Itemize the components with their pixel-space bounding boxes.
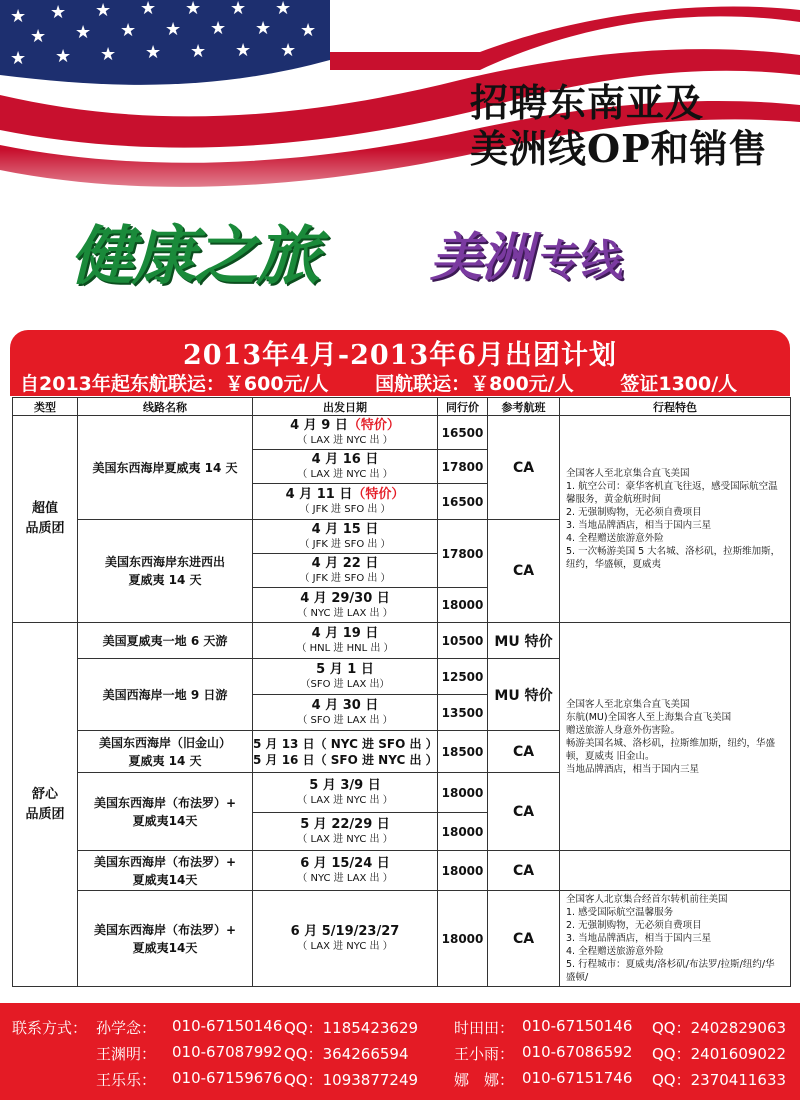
- visa-price: 签证1300/人: [620, 373, 738, 395]
- svg-text:★: ★: [165, 19, 182, 40]
- feature-cell: 全国客人北京集合经首尔转机前往美国 1. 感受国际航空温馨服务 2. 无强制购物，无必须自费项目 3. 当地品牌酒店，相当于国内三星 4. 全程赠送旅游意外险 5. 行程城市：夏威夷/洛杉矶/布法罗/拉斯/纽约/华盛顿/: [560, 891, 791, 987]
- flight-cell: CA: [488, 416, 560, 520]
- header-flight: 参考航班: [488, 398, 560, 416]
- date-main: 5 月 1 日: [316, 662, 374, 677]
- departure-date: [253, 659, 438, 695]
- price-cell: 18500: [438, 731, 488, 773]
- route-name-line-2: 夏威夷 14 天: [128, 753, 202, 768]
- departure-date: [253, 588, 438, 623]
- route-name: 美国东西海岸夏威夷 14 天: [78, 416, 253, 520]
- header-type: 类型: [13, 398, 78, 416]
- header-date: 出发日期: [253, 398, 438, 416]
- route-name: [78, 731, 253, 773]
- price-cell: 12500: [438, 659, 488, 695]
- contact-qq: QQ：1185423629: [284, 1019, 419, 1037]
- route-name-line-1: 美国东西海岸东进西出: [104, 555, 225, 569]
- special-tag: （特价）: [352, 487, 405, 502]
- price-cell: 18000: [438, 773, 488, 813]
- header-feature: 行程特色: [560, 398, 791, 416]
- price-cell: 16500: [438, 416, 488, 450]
- route-name: 美国西海岸一地 9 日游: [78, 659, 253, 731]
- table-header-row: [13, 398, 791, 416]
- departure-date: [253, 554, 438, 588]
- feature-cell-empty: [560, 851, 791, 891]
- date-airports: （ JFK 进 SFO 出 ）: [299, 539, 391, 550]
- svg-text:★: ★: [95, 0, 112, 21]
- date-airports: （ HNL 进 HNL 出 ）: [296, 643, 394, 654]
- contact-phone: 010-67159676: [172, 1069, 283, 1087]
- contact-name: 王渊明：: [96, 1045, 157, 1063]
- flight-cell: MU 特价: [488, 623, 560, 659]
- date-main: 4 月 30 日: [311, 698, 379, 713]
- slogan-americas: 美洲: [430, 228, 533, 288]
- route-name-line-2: 夏威夷14天: [132, 813, 198, 828]
- contact-name: 王乐乐：: [96, 1071, 157, 1089]
- table-row: [13, 851, 791, 891]
- contact-footer: [0, 1003, 800, 1100]
- route-name-line-1: 美国东西海岸（布法罗）+: [93, 922, 237, 937]
- contact-phone: 010-67150146: [522, 1017, 633, 1035]
- date-line-2: 5 月 16 日（ SFO 进 NYC 出 ）: [253, 752, 438, 767]
- contact-name: 孙学念：: [96, 1019, 157, 1037]
- svg-text:★: ★: [120, 20, 137, 41]
- route-name-line-2: 夏威夷 14 天: [128, 573, 202, 587]
- flight-cell: CA: [488, 773, 560, 851]
- departure-date: [253, 450, 438, 484]
- departure-date: [253, 851, 438, 891]
- departure-date: [253, 731, 438, 773]
- date-airports: （ LAX 进 NYC 出 ）: [297, 941, 393, 952]
- date-airports: （ LAX 进 NYC 出 ）: [297, 834, 393, 845]
- table-row: [13, 891, 791, 987]
- date-main: 4 月 9 日: [290, 418, 348, 433]
- flight-cell: CA: [488, 520, 560, 623]
- departure-date: [253, 484, 438, 520]
- svg-text:★: ★: [30, 26, 47, 47]
- svg-text:★: ★: [280, 40, 297, 61]
- table-row: [13, 416, 791, 450]
- contact-name: 王小雨：: [454, 1045, 515, 1063]
- price-cell: 13500: [438, 695, 488, 731]
- date-main: 5 月 22/29 日: [300, 817, 390, 832]
- feature-cell: 全国客人至北京集合直飞美国 东航(MU)全国客人至上海集合直飞美国 赠送旅游人身意外伤害险。 畅游美国名城、洛杉矶，拉斯维加斯，纽约，华盛顿，夏威夷 旧金山。 当地品牌酒店，相当于国内三星: [560, 623, 791, 851]
- contact-phone: 010-67086592: [522, 1043, 633, 1061]
- route-name: [78, 891, 253, 987]
- header-route: 线路名称: [78, 398, 253, 416]
- date-airports: （SFO 进 LAX 出）: [300, 679, 390, 690]
- recruitment-heading: [470, 80, 790, 172]
- svg-text:★: ★: [235, 40, 252, 61]
- price-cell: 18000: [438, 588, 488, 623]
- date-main: 4 月 19 日: [311, 626, 379, 641]
- date-airports: （ SFO 进 LAX 出 ）: [297, 715, 393, 726]
- contact-qq: QQ：2402829063: [652, 1019, 787, 1037]
- slogan-americas-line: [430, 215, 622, 290]
- recruitment-line-1: 招聘东南亚及: [470, 80, 705, 125]
- price-cell: 18000: [438, 813, 488, 851]
- special-tag: （特价）: [347, 418, 400, 433]
- svg-text:★: ★: [100, 44, 117, 65]
- flight-cell: MU 特价: [488, 659, 560, 731]
- plan-title: 2013年4月-2013年6月出团计划: [182, 340, 618, 371]
- svg-text:★: ★: [55, 46, 72, 67]
- contact-label: 联系方式：: [12, 1019, 88, 1037]
- date-airports: （ LAX 进 NYC 出 ）: [297, 435, 393, 446]
- svg-text:★: ★: [275, 0, 292, 19]
- route-name: [78, 773, 253, 851]
- departure-date: [253, 623, 438, 659]
- flight-cell: CA: [488, 851, 560, 891]
- date-line-1: 5 月 13 日（ NYC 进 SFO 出 ）: [253, 736, 438, 751]
- route-name-line-1: 美国东西海岸（布法罗）+: [93, 795, 237, 810]
- svg-text:★: ★: [230, 0, 247, 19]
- contact-phone: 010-67150146: [172, 1017, 283, 1035]
- departure-date: [253, 416, 438, 450]
- contact-phone: 010-67151746: [522, 1069, 633, 1087]
- date-airports: （ JFK 进 SFO 出 ）: [299, 504, 391, 515]
- feature-cell: 全国客人至北京集合直飞美国 1. 航空公司：豪华客机直飞往返，感受国际航空温馨服务，黄金航班时间 2. 无强制购物，无必须自费项目 3. 当地品牌酒店，相当于国内三星 4. 全程赠送旅游意外险 5. 一次畅游美国 5 大名城、洛杉矶，拉斯维加斯，纽约，华盛顿，夏威夷: [560, 416, 791, 623]
- date-main: 6 月 15/24 日: [300, 856, 390, 871]
- svg-text:★: ★: [145, 42, 162, 63]
- departure-date: [253, 773, 438, 813]
- svg-text:★: ★: [300, 20, 317, 41]
- date-main: 5 月 3/9 日: [309, 778, 381, 793]
- schedule-table: [12, 397, 791, 987]
- date-main: 6 月 5/19/23/27: [290, 924, 400, 939]
- svg-text:★: ★: [50, 2, 67, 23]
- flight-cell: CA: [488, 731, 560, 773]
- category-value: 超值 品质团: [13, 416, 78, 623]
- svg-text:★: ★: [190, 41, 207, 62]
- departure-date: [253, 520, 438, 554]
- slogan-health-tour: 健康之旅: [70, 220, 318, 294]
- svg-text:★: ★: [10, 48, 27, 69]
- departure-date: [253, 695, 438, 731]
- price-cell: 18000: [438, 851, 488, 891]
- header-price: 同行价: [438, 398, 488, 416]
- category-value: 舒心 品质团: [13, 623, 78, 987]
- date-main: 4 月 22 日: [311, 556, 379, 571]
- svg-text:★: ★: [10, 6, 27, 27]
- svg-text:★: ★: [255, 18, 272, 39]
- price-cell: 16500: [438, 484, 488, 520]
- route-name-line-2: 夏威夷14天: [132, 940, 198, 955]
- svg-text:★: ★: [185, 0, 202, 19]
- slogan-line: 专线: [540, 236, 623, 285]
- price-line: [20, 369, 790, 396]
- date-airports: （ JFK 进 SFO 出 ）: [299, 573, 391, 584]
- contact-qq: QQ：2370411633: [652, 1071, 787, 1089]
- air-china-price: 国航联运：￥800元/人: [375, 373, 574, 395]
- date-main: 4 月 15 日: [311, 522, 379, 537]
- contact-name: 娜 娜：: [454, 1071, 515, 1089]
- contact-qq: QQ：1093877249: [284, 1071, 419, 1089]
- table-row: [13, 623, 791, 659]
- contact-name: 时田田：: [454, 1019, 515, 1037]
- east-airline-price: 自2013年起东航联运：￥600元/人: [20, 373, 329, 395]
- price-cell: 18000: [438, 891, 488, 987]
- date-airports: （ LAX 进 NYC 出 ）: [297, 795, 393, 806]
- route-name-line-1: 美国东西海岸（布法罗）+: [93, 854, 237, 869]
- date-main: 4 月 16 日: [311, 452, 379, 467]
- svg-text:★: ★: [140, 0, 157, 19]
- price-cell: 10500: [438, 623, 488, 659]
- route-name-line-1: 美国东西海岸（旧金山）: [98, 735, 231, 750]
- flight-cell: CA: [488, 891, 560, 987]
- contact-phone: 010-67087992: [172, 1043, 283, 1061]
- date-airports: （ NYC 进 LAX 出 ）: [297, 607, 393, 619]
- svg-text:★: ★: [210, 18, 227, 39]
- route-name: 美国夏威夷一地 6 天游: [78, 623, 253, 659]
- date-airports: （ LAX 进 NYC 出 ）: [297, 469, 393, 480]
- date-airports: （ NYC 进 LAX 出 ）: [297, 873, 393, 884]
- svg-text:★: ★: [75, 22, 92, 43]
- route-name: [78, 520, 253, 623]
- departure-date: [253, 891, 438, 987]
- price-cell: 17800: [438, 450, 488, 484]
- recruitment-line-2: 美洲线OP和销售: [470, 126, 768, 171]
- date-main: 4 月 29/30 日: [300, 590, 390, 606]
- date-main: 4 月 11 日: [285, 487, 353, 502]
- route-name-line-2: 夏威夷14天: [132, 872, 198, 887]
- route-name: [78, 851, 253, 891]
- contact-qq: QQ：2401609022: [652, 1045, 787, 1063]
- price-cell: 17800: [438, 520, 488, 588]
- contact-qq: QQ：364266594: [284, 1045, 409, 1063]
- departure-date: [253, 813, 438, 851]
